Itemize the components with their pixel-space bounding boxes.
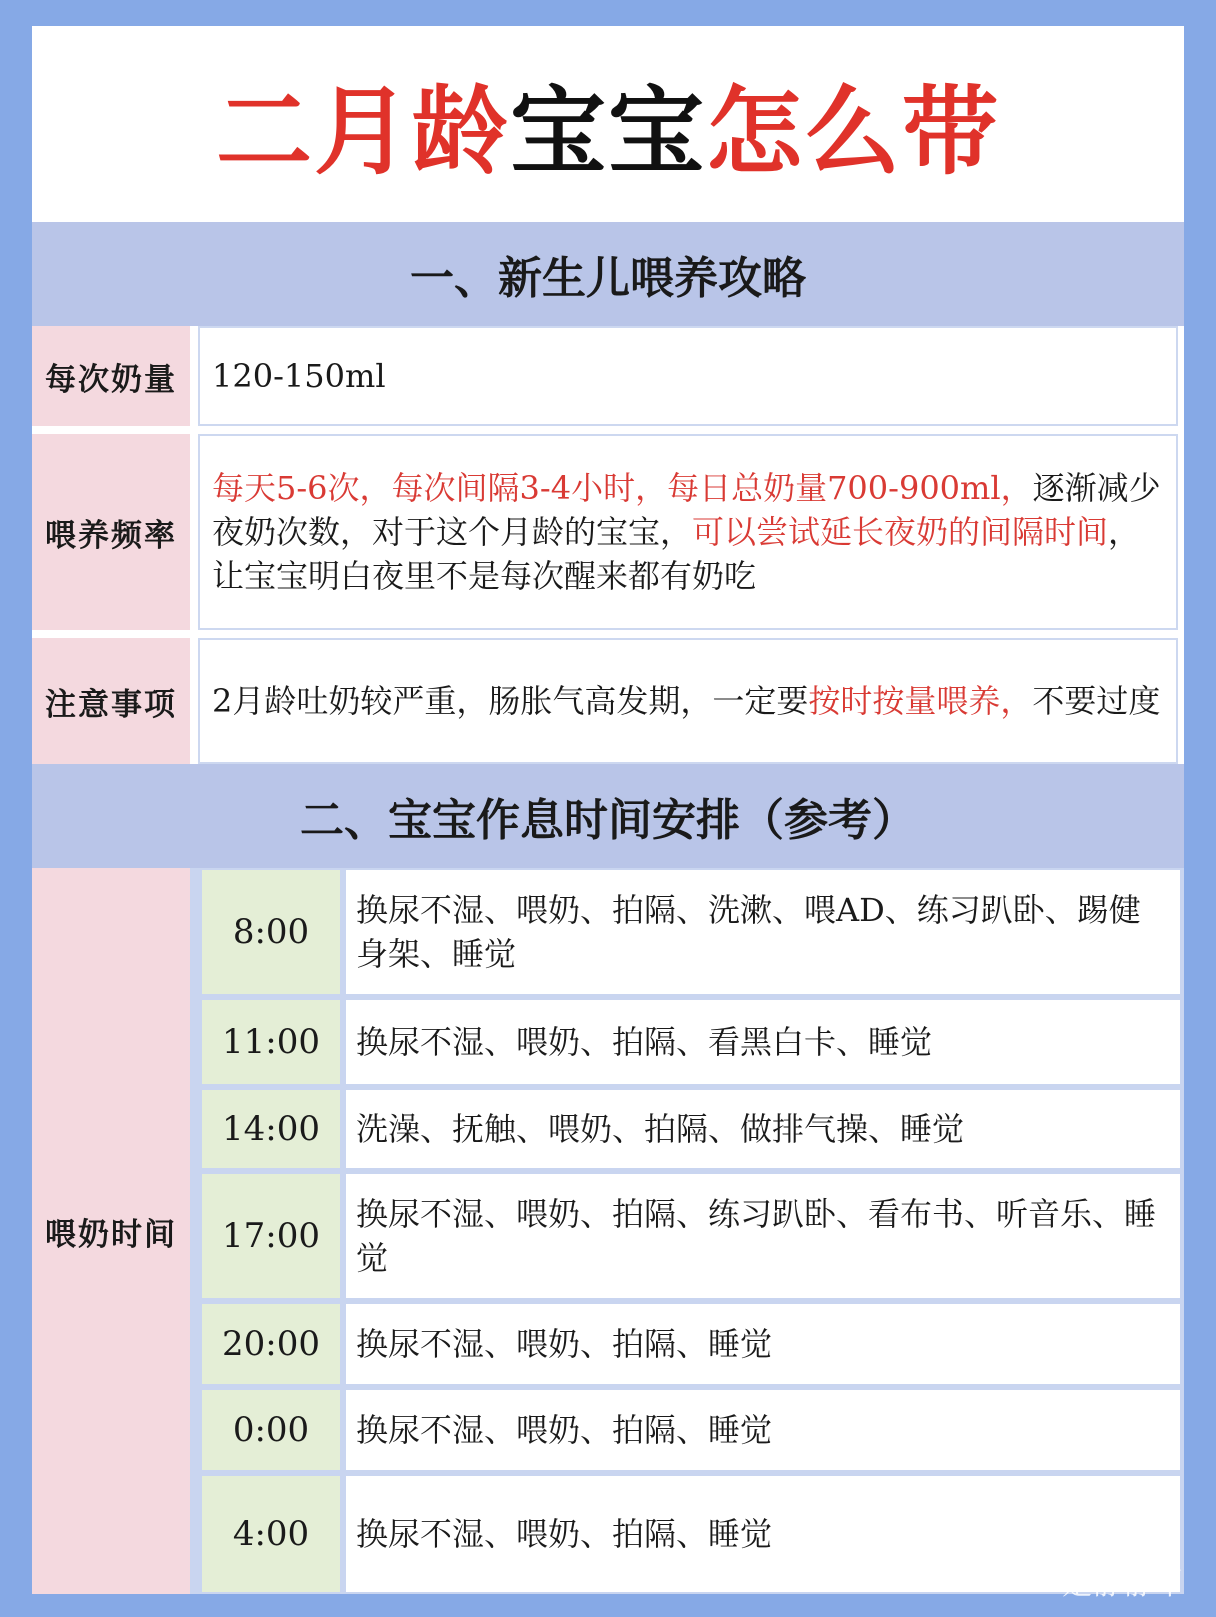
- title-part-2: 宝宝: [510, 75, 706, 188]
- schedule-activity: 换尿不湿、喂奶、拍隔、睡觉: [346, 1304, 1180, 1384]
- schedule-activity: 换尿不湿、喂奶、拍隔、练习趴卧、看布书、听音乐、睡觉: [346, 1174, 1180, 1298]
- schedule-time: 17:00: [202, 1174, 340, 1298]
- body-text: 2月龄吐奶较严重，肠胀气高发期，一定要: [212, 682, 809, 720]
- highlight-text: 可以尝试延长夜奶的间隔时间: [692, 513, 1109, 551]
- schedule-activity: 换尿不湿、喂奶、拍隔、看黑白卡、睡觉: [346, 1000, 1180, 1084]
- body-text: 120-150ml: [212, 357, 386, 395]
- row-value-text: [212, 466, 1164, 598]
- title-part-3: 怎么带: [706, 75, 1000, 188]
- body-text: 逐渐减少夜奶次数，对于这个月龄的宝宝，: [212, 469, 1161, 551]
- section-1-heading: 一、新生儿喂养攻略: [32, 222, 1184, 326]
- page-title: [32, 26, 1184, 222]
- row-label-notes: 注意事项: [32, 638, 190, 764]
- schedule-time: 20:00: [202, 1304, 340, 1384]
- row-value-text: [212, 354, 386, 398]
- body-text: ，让宝宝明白夜里不是每次醒来都有奶吃: [212, 513, 1141, 595]
- content-card: [32, 26, 1184, 1594]
- row-label-milk-amount: 每次奶量: [32, 326, 190, 426]
- schedule-activity: 换尿不湿、喂奶、拍隔、睡觉: [346, 1476, 1180, 1592]
- highlight-text: 每天5-6次，每次间隔3-4小时，每日总奶量700-900ml，: [212, 469, 1033, 507]
- row-value-text: [212, 679, 1160, 723]
- schedule-label: 喂奶时间: [32, 868, 190, 1594]
- row-value-notes: [198, 638, 1178, 764]
- schedule-activity: 洗澡、抚触、喂奶、拍隔、做排气操、睡觉: [346, 1090, 1180, 1168]
- section-2-heading: 二、宝宝作息时间安排（参考）: [32, 764, 1184, 868]
- highlight-text: 按时按量喂养，: [808, 682, 1033, 720]
- watermark: 是静静丫: [1062, 1567, 1186, 1602]
- schedule-time: 11:00: [202, 1000, 340, 1084]
- row-value-feeding-frequency: [198, 434, 1178, 630]
- schedule-time: 4:00: [202, 1476, 340, 1592]
- row-label-feeding-frequency: 喂养频率: [32, 434, 190, 630]
- schedule-activity: 换尿不湿、喂奶、拍隔、睡觉: [346, 1390, 1180, 1470]
- body-text: 不要过度: [1032, 682, 1161, 720]
- title-part-1: 二月龄: [216, 75, 510, 188]
- row-value-milk-amount: [198, 326, 1178, 426]
- schedule-activity: 换尿不湿、喂奶、拍隔、洗漱、喂AD、练习趴卧、踢健身架、睡觉: [346, 870, 1180, 994]
- schedule-time: 8:00: [202, 870, 340, 994]
- schedule-time: 14:00: [202, 1090, 340, 1168]
- schedule-time: 0:00: [202, 1390, 340, 1470]
